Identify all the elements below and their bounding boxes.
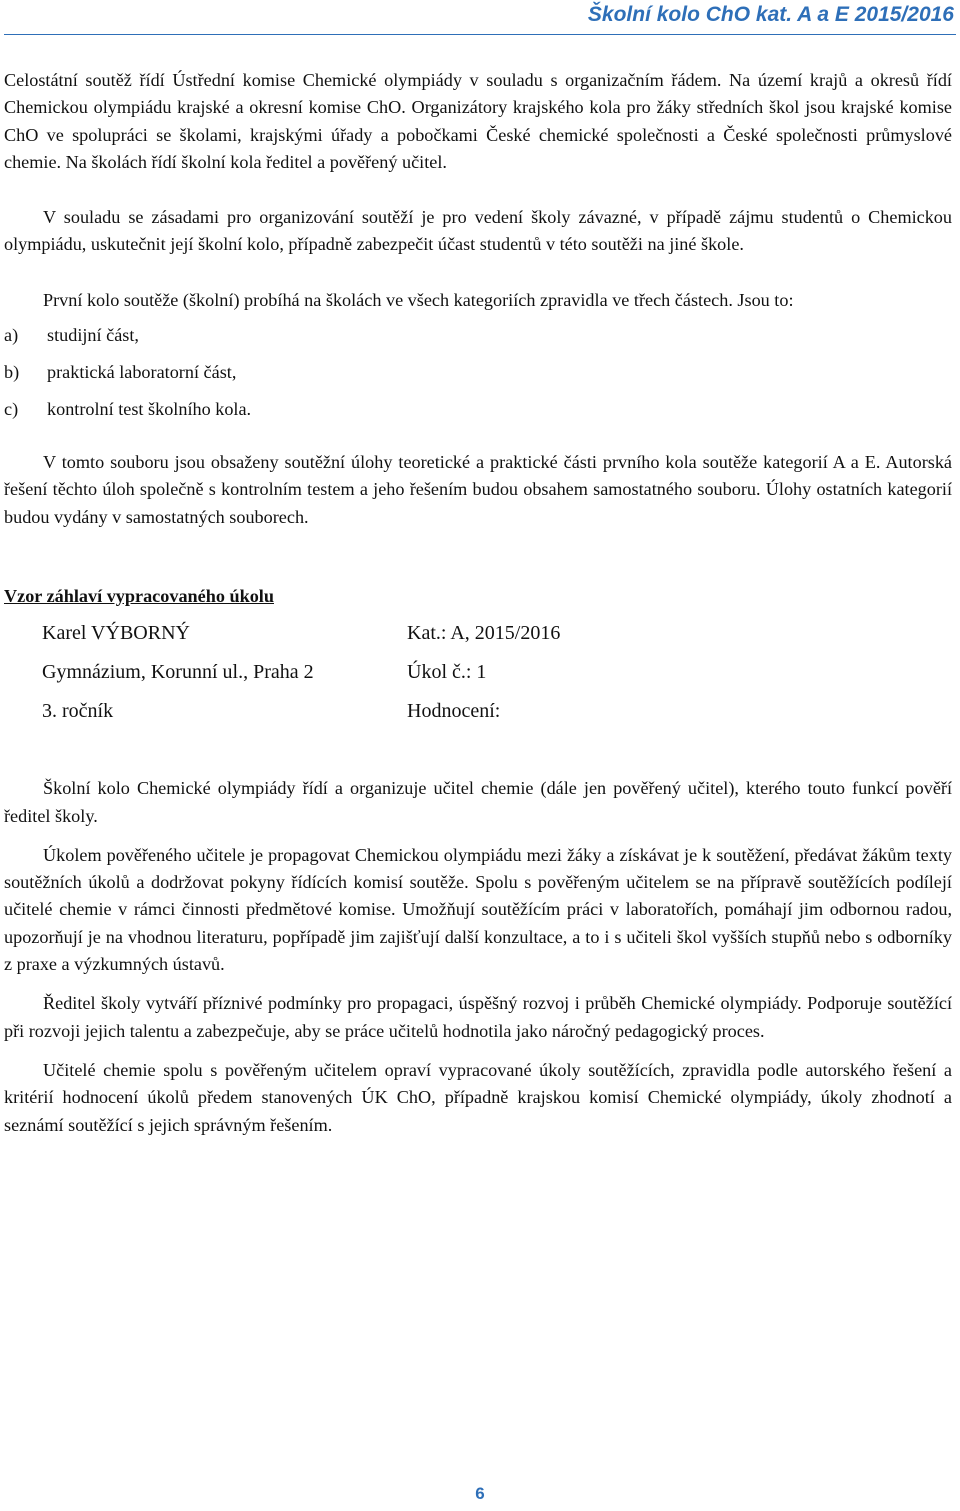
sample-header-form — [4, 614, 952, 731]
sample-header-title: Vzor záhlaví vypracovaného úkolu — [4, 585, 274, 606]
list-marker: b) — [4, 362, 20, 383]
grade-year: 3. ročník — [42, 700, 114, 723]
paragraph-organization: Celostátní soutěž řídí Ústřední komise Chemické olympiády v souladu s organizačním řádem. Na území krajů a okresů řídí Chemickou olympiádu krajské a okresní komise ChO. Organizátory krajského kola pro žáky středních škol jsou krajské komise ChO ve spolupráci se školami, krajskými úřady a pobočkami České chemické společnosti a České společnosti průmyslové chemie. Na školách řídí školní kola ředitel a pověřený učitel. — [4, 70, 952, 172]
list-item-text: kontrolní test školního kola. — [47, 399, 252, 420]
list-item — [4, 359, 952, 386]
paragraph-file-contents: V tomto souboru jsou obsaženy soutěžní úlohy teoretické a praktické části prvního kola soutěže kategorií A a E. Autorská řešení těchto úloh společně s kontrolním testem a jeho řešením budou obsahem samostatného souboru. Úlohy ostatních kategorií budou vydány v samostatných souborech. — [4, 452, 952, 527]
paragraph-teacher-role: Úkolem pověřeného učitele je propagovat Chemickou olympiádu mezi žáky a získávat je k soutěžení, předávat žákům texty soutěžních úkolů a dodržovat pokyny řídících komisí soutěže. Spolu s pověřeným učitelem se na přípravě soutěžících podílejí učitelé chemie v rámci činnosti předmětové komise. Umožňují soutěžícím práci v laboratořích, pomáhají jim odbornou radou, upozorňují je na vhodnou literaturu, popřípadě jim zajišťují další konzultace, a to i s učiteli škol vyšších stupňů nebo s odborníky z praxe a výzkumných ústavů. — [4, 844, 952, 975]
paragraph-first-round: První kolo soutěže (školní) probíhá na školách ve všech kategoriích zpravidla ve třech částech. Jsou to: — [43, 289, 794, 310]
page-number: 6 — [475, 1484, 485, 1503]
paragraph-school-round: Školní kolo Chemické olympiády řídí a organizuje učitel chemie (dále jen pověřený učitel), kterého touto funkcí pověří ředitel školy. — [4, 778, 952, 826]
list-item — [4, 322, 952, 349]
header-rule — [4, 34, 956, 35]
paragraph-school-duty: V souladu se zásadami pro organizování soutěží je pro vedení školy závazné, v případě zájmu studentů o Chemickou olympiádu, uskutečnit její školní kolo, případně zabezpečit účast studentů v této soutěži na jiné škole. — [4, 207, 952, 255]
category-year: Kat.: A, 2015/2016 — [407, 622, 561, 645]
evaluation-label: Hodnocení: — [407, 700, 501, 723]
page-body — [4, 67, 952, 1139]
student-name: Karel VÝBORNÝ — [42, 622, 190, 645]
list-item-text: studijní část, — [47, 325, 139, 346]
school-name: Gymnázium, Korunní ul., Praha 2 — [42, 661, 314, 684]
paragraph-principal-role: Ředitel školy vytváří příznivé podmínky pro propagaci, úspěšný rozvoj i průběh Chemické olympiády. Podporuje soutěžící při rozvoji jejich talentu a zabezpečuje, aby se práce učitelů hodnotila jako náročný pedagogický proces. — [4, 993, 952, 1041]
list-marker: c) — [4, 399, 19, 420]
list-item-text: praktická laboratorní část, — [47, 362, 237, 383]
form-row — [4, 692, 952, 731]
parts-list — [4, 322, 952, 423]
list-item — [4, 396, 952, 423]
form-row — [4, 614, 952, 653]
task-number: Úkol č.: 1 — [407, 661, 487, 684]
list-marker: a) — [4, 325, 19, 346]
running-header: Školní kolo ChO kat. A a E 2015/2016 — [587, 3, 954, 26]
form-row — [4, 653, 952, 692]
paragraph-evaluation: Učitelé chemie spolu s pověřeným učitelem opraví vypracované úkoly soutěžících, zpravidla podle autorského řešení a kritérií hodnocení úkolů předem stanovených ÚK ChO, případně krajskou komisí Chemické olympiády, úkoly zhodnotí a seznámí soutěžící s jejich správným řešením. — [4, 1059, 952, 1135]
